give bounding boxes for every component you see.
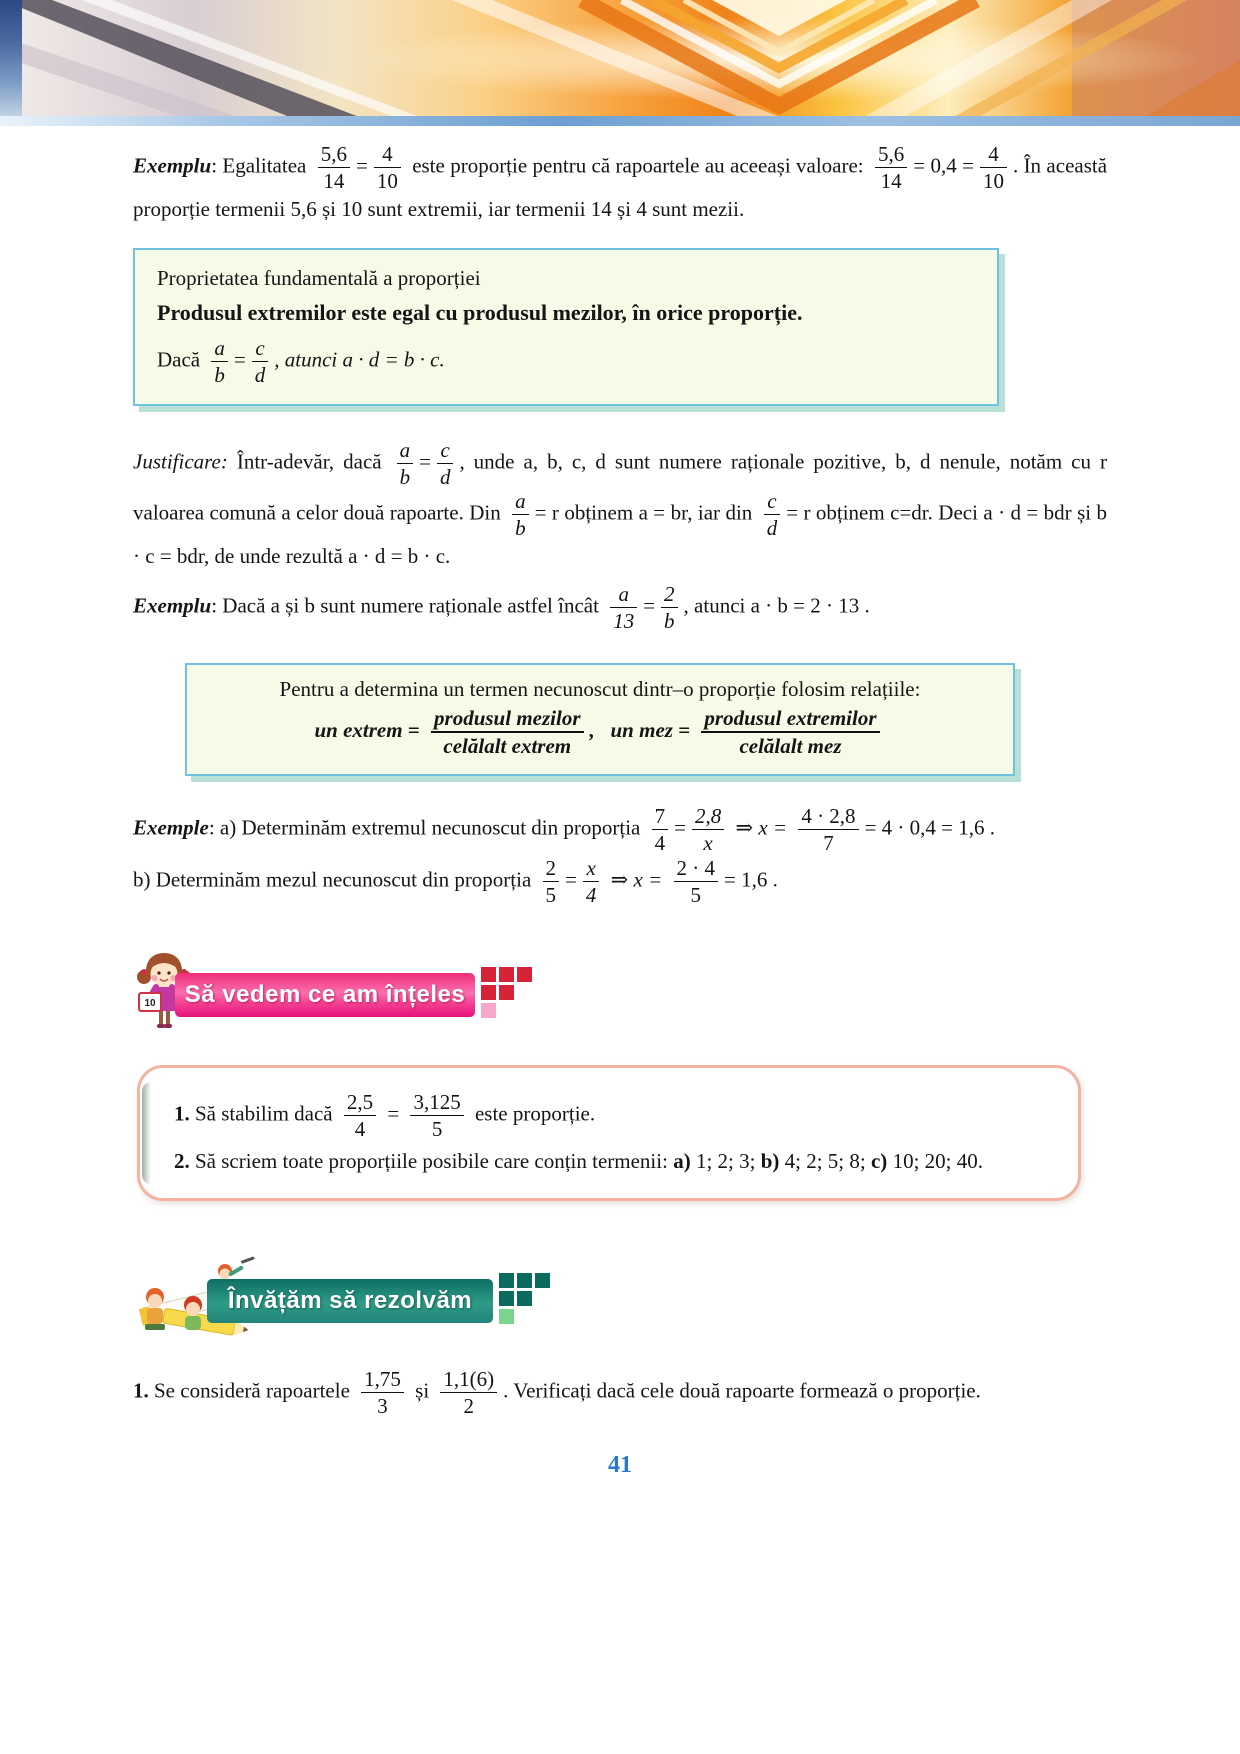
property-statement: Produsul extremilor este egal cu produsul mezilor, în orice proporție.	[157, 300, 803, 326]
text-segment: . Verificați dacă cele două rapoarte formează o proporție.	[503, 1378, 981, 1403]
fraction: $\frac{a}{b}$	[512, 490, 529, 539]
formula-lhs: un extrem =	[314, 718, 420, 743]
values: 10; 20; 40.	[892, 1148, 983, 1173]
property-formula-line	[157, 336, 975, 387]
equals-sign: =	[674, 815, 686, 840]
intro-example-paragraph	[133, 142, 1107, 226]
fraction: $\frac{a}{b}$	[397, 439, 414, 488]
equals-sign: =	[565, 866, 577, 891]
fraction: $\frac{\text{produsul mezilor}}{\text{celălalt extrem}}$	[431, 707, 583, 757]
justification-paragraph	[133, 438, 1107, 573]
exercise-box	[137, 1065, 1081, 1202]
text-segment: Într-adevăr, dacă	[236, 448, 382, 473]
math-segment: = 1,6 .	[724, 866, 778, 891]
formula-lhs: un mez =	[610, 718, 691, 743]
rule-box-formula	[209, 706, 991, 758]
math-segment: x =	[633, 866, 663, 891]
fraction: $\frac{4 \cdot 2,8}{7}$	[798, 805, 858, 854]
banner-title: Învățăm să rezolvăm	[207, 1279, 493, 1323]
equals-sign: =	[643, 593, 656, 618]
fraction: $\frac{x}{4}$	[583, 857, 600, 906]
text-segment: : a) Determinăm extremul necunoscut din proporția	[208, 815, 641, 840]
fraction: $\frac{c}{d}$	[764, 490, 781, 539]
fraction: $\frac{7}{4}$	[652, 805, 669, 854]
fraction: $\frac{c}{d}$	[437, 439, 454, 488]
fraction: $\frac{2,8}{x}$	[692, 805, 724, 854]
fraction: $\frac{2}{5}$	[543, 857, 560, 906]
examples-label: Exemple	[133, 815, 209, 840]
values: 1; 2; 3;	[695, 1148, 756, 1173]
fraction: $\frac{1,1(6)}{2}$	[440, 1368, 497, 1417]
values: 4; 2; 5; 8;	[784, 1148, 866, 1173]
text-segment: Se consideră rapoartele	[154, 1378, 350, 1403]
equals-sign: =	[355, 153, 368, 178]
implies-sign: ⇒	[735, 815, 754, 840]
math-segment: = r obținem c=dr. Deci a · d = bdr și b · c = bdr, de unde rezultă a · d = b · c.	[133, 499, 1108, 568]
fraction: $\frac{2,5}{4}$	[344, 1091, 376, 1140]
property-box	[133, 248, 999, 406]
fraction: $\frac{4}{10}$	[374, 143, 401, 192]
item-number: 1.	[174, 1100, 190, 1125]
item-letter: a)	[673, 1148, 691, 1173]
badge-number: 10	[144, 997, 156, 1009]
banner-title: Să vedem ce am înțeles	[175, 973, 475, 1017]
fraction: $\frac{5,6}{14}$	[875, 143, 907, 192]
example-label: Exemplu	[133, 593, 212, 618]
fraction: $\frac{a}{13}$	[610, 583, 637, 632]
fraction: $\frac{5,6}{14}$	[318, 143, 350, 192]
example-label: Exemplu	[133, 153, 212, 178]
fraction: $\frac{\text{produsul extremilor}}{\text{celălalt mez}}$	[701, 707, 879, 757]
property-box-title: Proprietatea fundamentală a proporției	[157, 265, 481, 290]
header-artwork	[22, 0, 1240, 118]
text-segment: Dacă	[157, 347, 201, 372]
text-segment: : Dacă a și b sunt numere raționale astfel încât	[211, 593, 599, 618]
rule-box-intro: Pentru a determina un termen necunoscut dintr–o proporție folosim relațiile:	[279, 677, 921, 702]
text-segment: , unde a, b, c, d sunt numere raționale pozitive, b, d nenule, notăm cu r valoarea comună a celor două rapoarte. Din	[133, 448, 1107, 524]
exercise-item-2	[174, 1145, 1048, 1179]
left-blue-strip	[0, 0, 22, 118]
item-number: 2.	[174, 1148, 190, 1173]
math-segment: , atunci a · b = 2 · 13 .	[683, 593, 870, 618]
fraction: $\frac{1,75}{3}$	[361, 1368, 404, 1417]
fraction: $\frac{2}{b}$	[661, 583, 678, 632]
problem-1-paragraph	[133, 1367, 1107, 1418]
equals-sign: =	[233, 347, 246, 372]
item-letter: b) Determinăm mezul necunoscut din proporția	[133, 866, 532, 891]
text-segment: : Egalitatea	[211, 153, 307, 178]
section-banner-sa-vedem	[133, 951, 1107, 1035]
text-segment: Să scriem toate proporțiile posibile care conțin termenii:	[195, 1148, 668, 1173]
equals-sign: =	[419, 448, 431, 473]
text-segment: este proporție pentru că rapoartele au aceeași valoare:	[412, 153, 864, 178]
implies-sign: ⇒	[610, 866, 629, 891]
math-segment: = r obținem a = br, iar din	[534, 499, 753, 524]
exercise-item-1	[174, 1090, 1048, 1141]
fraction: $\frac{3,125}{5}$	[410, 1091, 463, 1140]
item-letter: c)	[870, 1148, 888, 1173]
section-banner-invatam	[133, 1257, 1107, 1341]
math-segment: , atunci a · d = b · c.	[274, 347, 445, 372]
decor-squares	[481, 967, 532, 1018]
item-number: 1.	[133, 1378, 149, 1403]
math-segment: = 4 · 0,4 = 1,6 .	[864, 815, 995, 840]
text-segment: Să stabilim dacă	[195, 1100, 333, 1125]
example-paragraph-2	[133, 582, 1107, 633]
equals-sign: =	[387, 1100, 400, 1125]
examples-ab-paragraph	[133, 804, 1107, 906]
fraction: $\frac{c}{d}$	[252, 337, 269, 386]
header-bottom-strip	[0, 116, 1240, 126]
decor-squares	[499, 1273, 550, 1324]
text-segment: . În această proporție termenii 5,6 și 10 sunt extremii, iar termenii 14 și 4 sunt mezii.	[133, 153, 1108, 222]
equation-segment: = 0,4 =	[913, 153, 974, 178]
page-header	[0, 0, 1240, 126]
rule-box	[185, 663, 1015, 776]
fraction: $\frac{4}{10}$	[980, 143, 1007, 192]
text-segment: este proporție.	[474, 1100, 596, 1125]
fraction: $\frac{2 \cdot 4}{5}$	[674, 857, 719, 906]
justification-label: Justificare:	[133, 448, 228, 473]
fraction: $\frac{a}{b}$	[211, 337, 228, 386]
text-segment: și	[415, 1378, 430, 1403]
separator: ,	[589, 718, 595, 743]
page-number: 41	[608, 1452, 632, 1479]
math-segment: x =	[758, 815, 788, 840]
page-content	[0, 142, 1240, 1479]
item-letter: b)	[760, 1148, 780, 1173]
